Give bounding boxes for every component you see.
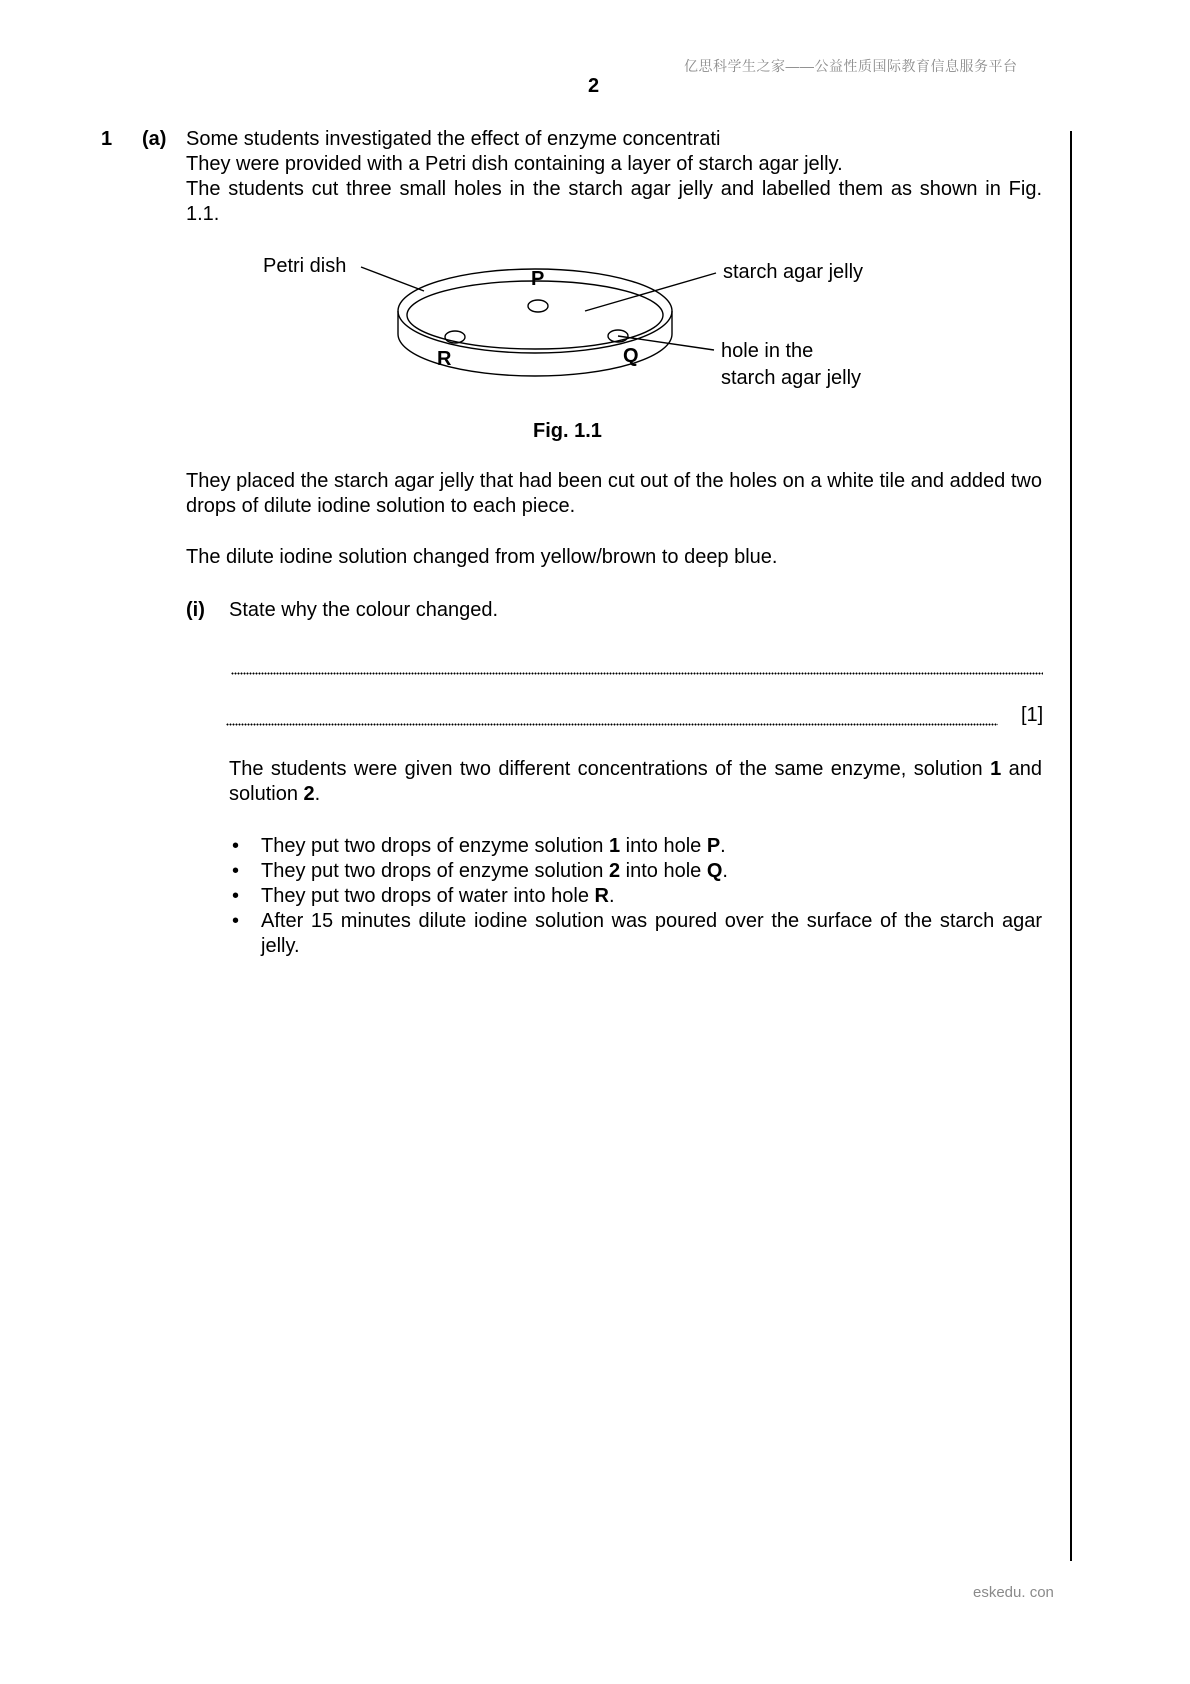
bullet-bold-solution: 1 [608, 835, 621, 857]
paragraph-changed-text: The dilute iodine solution changed from yellow/brown to deep blue. [186, 546, 778, 568]
watermark-top: 亿思科学生之家——公益性质国际教育信息服务平台 [684, 58, 1018, 74]
starch-agar-pointer [585, 273, 716, 311]
bullet-bold-hole: R [594, 885, 609, 907]
question-intro [186, 127, 1042, 227]
list-item [229, 909, 1042, 959]
bullet-text-end: . [722, 860, 728, 882]
answer-line-1[interactable] [231, 672, 1043, 675]
label-hole-p: P [531, 268, 545, 290]
figure-caption: Fig. 1.1 [533, 420, 602, 442]
question-number: 1 [101, 128, 113, 150]
label-starch-agar: starch agar jelly [723, 261, 864, 283]
bullet-icon: • [232, 910, 240, 932]
label-hole-line1: hole in the [721, 340, 814, 362]
intro-line-1: Some students investigated the effect of enzyme concentrati [186, 128, 721, 150]
question-part-label: (a) [142, 128, 167, 150]
sub-question-label: (i) [186, 599, 205, 621]
label-hole-q: Q [623, 345, 639, 367]
bullet-bold-solution: 2 [608, 860, 621, 882]
bullet-icon: • [232, 860, 240, 882]
marks-allocation: [1] [1021, 704, 1044, 726]
petri-dish-figure [250, 240, 910, 400]
paragraph-placed-text: They placed the starch agar jelly that had been cut out of the holes on a white tile and added two drops of dilute iodine solution to each piece. [186, 470, 1042, 517]
watermark-bottom: eskedu. con [973, 1584, 1054, 1601]
list-item [229, 834, 1042, 859]
bullet-text: They put two drops of water into hole [261, 885, 595, 907]
intro-line-3: The students cut three small holes in the starch agar jelly and labelled them as shown in Fig. 1.1. [186, 178, 1042, 225]
bullet-bold-hole: Q [706, 860, 723, 882]
given-solution-2: 2 [303, 783, 315, 805]
petri-dish-pointer [361, 267, 424, 291]
method-list [229, 834, 1042, 959]
bullet-bold-hole: P [706, 835, 721, 857]
label-petri-dish: Petri dish [263, 255, 347, 277]
bullet-text-mid: into hole [620, 860, 707, 882]
given-solution-1: 1 [990, 758, 1002, 780]
paragraph-placed [186, 469, 1042, 519]
intro-line-2: They were provided with a Petri dish containing a layer of starch agar jelly. [186, 153, 843, 175]
bullet-text: They put two drops of enzyme solution [261, 860, 609, 882]
sub-question-text: State why the colour changed. [229, 599, 499, 621]
given-text-mid: and solution [229, 758, 1042, 805]
given-text-pre: The students were given two different concentrations of the same enzyme, solution [229, 758, 991, 780]
answer-line-2[interactable] [226, 723, 998, 726]
hole-p [528, 300, 548, 312]
bullet-text-end: . [720, 835, 726, 857]
page-number: 2 [588, 75, 600, 97]
bullet-icon: • [232, 885, 240, 907]
label-hole-r: R [437, 348, 452, 370]
bullet-text: They put two drops of enzyme solution [261, 835, 609, 857]
label-hole-line2: starch agar jelly [721, 367, 862, 389]
bullet-icon: • [232, 835, 240, 857]
list-item [229, 884, 1042, 909]
bullet-text-end: . [608, 885, 615, 907]
paragraph-changed [186, 545, 1042, 570]
bullet-text: After 15 minutes dilute iodine solution was poured over the surface of the starch agar jelly. [261, 910, 1042, 957]
list-item [229, 859, 1042, 884]
given-text-end: . [314, 783, 321, 805]
bullet-text-mid: into hole [620, 835, 707, 857]
margin-line [1070, 131, 1072, 1561]
paragraph-given [229, 757, 1042, 807]
